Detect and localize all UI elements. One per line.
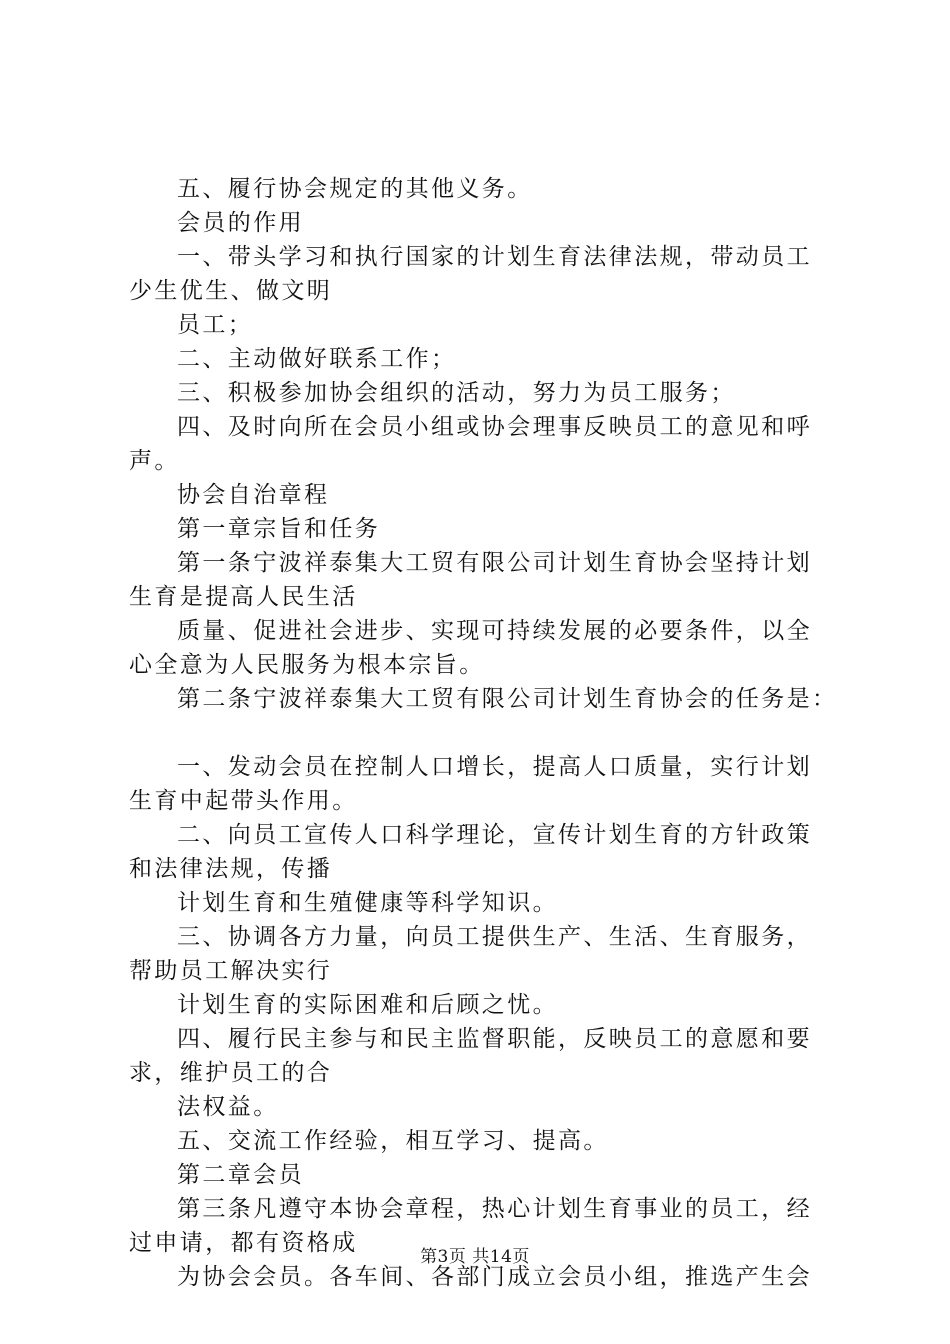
text-line: 协会自治章程 bbox=[177, 482, 330, 508]
text-line: 心全意为人民服务为根本宗旨。 bbox=[129, 652, 485, 678]
text-line: 四、履行民主参与和民主监督职能，反映员工的意愿和要 bbox=[177, 1026, 812, 1052]
text-line: 二、向员工宣传人口科学理论，宣传计划生育的方针政策 bbox=[177, 822, 812, 848]
text-line: 少生优生、做文明 bbox=[129, 278, 333, 304]
text-line: 员工； bbox=[177, 312, 254, 338]
text-line: 过申请，都有资格成 bbox=[129, 1230, 358, 1256]
text-line: 第三条凡遵守本协会章程，热心计划生育事业的员工，经 bbox=[177, 1196, 812, 1222]
text-line: 第二条宁波祥泰集大工贸有限公司计划生育协会的任务是： bbox=[177, 686, 838, 712]
text-line: 五、履行协会规定的其他义务。 bbox=[177, 176, 533, 202]
text-line: 四、及时向所在会员小组或协会理事反映员工的意见和呼 bbox=[177, 414, 812, 440]
text-line bbox=[129, 716, 834, 750]
page-number-footer: 第3页 共14页 bbox=[420, 1247, 530, 1267]
text-line: 会员的作用 bbox=[177, 210, 304, 236]
text-line: 生育是提高人民生活 bbox=[129, 584, 358, 610]
text-line: 为协会会员。各车间、各部门成立会员小组，推选产生会 bbox=[177, 1264, 812, 1290]
text-line: 质量、促进社会进步、实现可持续发展的必要条件，以全 bbox=[177, 618, 812, 644]
text-line: 三、协调各方力量，向员工提供生产、生活、生育服务， bbox=[177, 924, 812, 950]
text-line: 一、带头学习和执行国家的计划生育法律法规，带动员工 bbox=[177, 244, 812, 270]
text-line: 五、交流工作经验，相互学习、提高。 bbox=[177, 1128, 609, 1154]
text-line: 二、主动做好联系工作； bbox=[177, 346, 457, 372]
text-line: 生育中起带头作用。 bbox=[129, 788, 358, 814]
text-line: 计划生育和生殖健康等科学知识。 bbox=[177, 890, 558, 916]
text-line: 三、积极参加协会组织的活动，努力为员工服务； bbox=[177, 380, 736, 406]
text-line: 求，维护员工的合 bbox=[129, 1060, 333, 1086]
text-line: 法权益。 bbox=[177, 1094, 279, 1120]
text-line: 帮助员工解决实行 bbox=[129, 958, 333, 984]
text-line: 第二章会员 bbox=[177, 1162, 304, 1188]
text-line: 声。 bbox=[129, 448, 180, 474]
document-body bbox=[129, 172, 838, 1294]
text-line: 一、发动会员在控制人口增长，提高人口质量，实行计划 bbox=[177, 754, 812, 780]
text-line: 和法律法规，传播 bbox=[129, 856, 333, 882]
text-line: 计划生育的实际困难和后顾之忧。 bbox=[177, 992, 558, 1018]
text-line: 第一章宗旨和任务 bbox=[177, 516, 381, 542]
text-line: 第一条宁波祥泰集大工贸有限公司计划生育协会坚持计划 bbox=[177, 550, 812, 576]
